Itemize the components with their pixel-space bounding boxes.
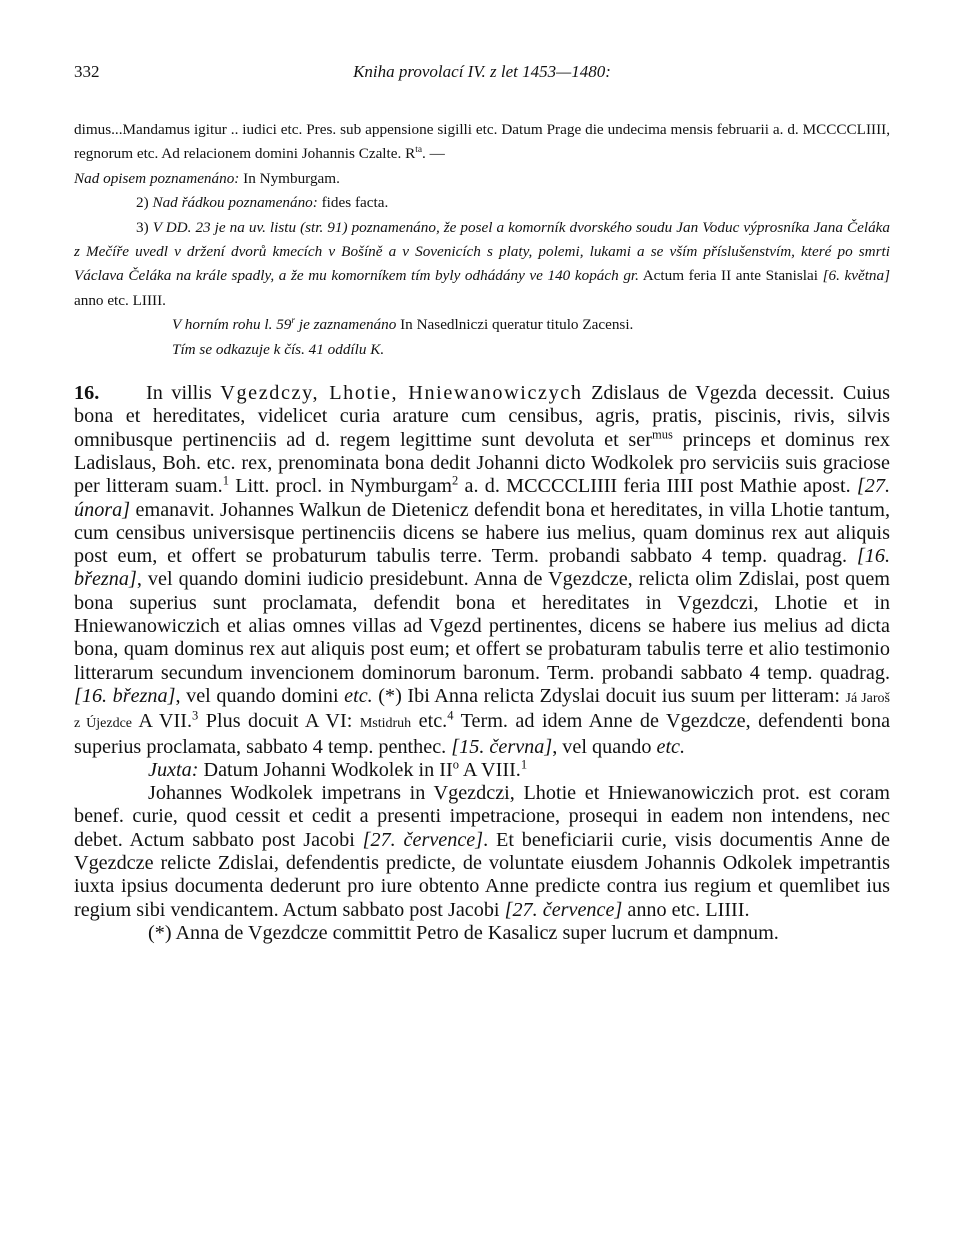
section-number: 16.: [74, 382, 100, 405]
footnotes-block: [74, 118, 890, 362]
section-paragraph-3: (*) Anna de Vgezdcze committit Petro de Kasalicz super lucrum et dampnum.: [148, 921, 779, 944]
marginal-note-a: V horním rohu l. 59$^r$ je zaznamenáno In Nasedlniczi queratur titulo Zacensi.: [172, 316, 634, 334]
note-2: 2) Nad řádkou poznamenáno: fides facta.: [136, 194, 389, 212]
note-3: 3) V DD. 23 je na uv. listu (str. 91) poznamenáno, že posel a komorník dvorského soudu Jan Voduc výprosníka Jana Čeláka z Mečíře uvedl v držení dvorů kmecích v Bošíně a v Sovenicích s platy, polemi, lukami a se vším příslušenstvím, které po smrti Václava Čeláka na krále spadly, a že mu komorníkem tím byly odhádány ve 140 kopách gr. Actum feria II ante Stanislai [6. května] anno etc. LIIII.: [74, 218, 891, 309]
note-dimus: dimus...Mandamus igitur .. iudici etc. Pres. sub appensione sigilli etc. Datum Prage die undecima mensis februarii a. d. MCCCCLIIII, regnorum etc. Ad relacionem domini Johannis Czalte. $R^{ta}$. — Nad opisem poznamenáno: In Nymburgam.: [74, 121, 890, 187]
section-paragraph-1: 16. In villis Vgezdczy, Lhotie, Hniewanowiczych Zdislaus de Vgezda decessit. Cuius bona et hereditates, videlicet curia arature cum censibus, agris, pratis, piscinis, rivis, silvis omnibusque pertinenciis ad d. regem legittime sunt devoluta et ser$^{mus}$ princeps et dominus rex Ladislaus, Boh. etc. rex, prenominata bona dedit Johanni dicto Wodkolek pro serviciis suis graciose per litteram suam.$^1$ Litt. procl. in Nymburgam$^2$ a. d. MCCCCLIIII feria IIII post Mathie apost. [27. února] emanavit. Johannes Walkun de Dietenicz defendit bona et hereditates, in villa Lhotie tantum, cum censibus universisque pertinenciis dicens se habere ius melius, quam dominus rex aut aliquis post eum, et offert se probaturum tabulis terre. Term. probandi sabbato 4 temp. quadrag. [16. března], vel quando domini iudicio presidebunt. Anna de Vgezdcze, relicta olim Zdislai, post quem bona superius sunt proclamata, defendit bona et hereditates in Vgezdczi, Lhotie et in Hniewanowiczich et alias omnes villas ad Vgezd pertinentes, dicens se habere ius melius ad dicta bona, quam dominus rex aut aliquis post eum; et offert se probaturam tabulis terre et alio testimonio litterarum secundum invencionem dominorum baronum. Term. probandi sabbato 4 temp. quadrag. [16. března], vel quando domini etc. (*) Ibi Anna relicta Zdyslai docuit ius suum per litteram: Já Jaroš z Újezdce A VII.$^3$ Plus docuit A VI: Mstidruh etc.$^4$ Term. ad idem Anne de Vgezdcze, defendenti bona superius proclamata, sabbato 4 temp. penthec. [15. června], vel quando etc.: [74, 382, 891, 758]
running-title: Kniha provolací IV. z let 1453—1480:: [353, 62, 611, 81]
section-16: [74, 382, 890, 945]
juxta-line: Juxta: Datum Johanni Wodkolek in $II^o$ A VIII.$^1$: [148, 757, 528, 781]
page-header: [74, 62, 890, 96]
page-number: 332: [74, 62, 100, 81]
marginal-note-b: Tím se odkazuje k čís. 41 oddílu K.: [172, 340, 385, 358]
section-paragraph-2: Johannes Wodkolek impetrans in Vgezdczi, Lhotie et Hniewanowiczich prot. est coram benef. curie, quod cessit et cedit a presenti impetracione, prosequi in eadem non intendens, nec debet. Actum sabbato post Jacobi [27. července]. Et beneficiarii curie, visis documentis Anne de Vgezdcze relicte Zdislai, defendentis predicte, de voluntate eiusdem Johannis Odkolek impetrantis iuxta ipsius documenta dederunt pro iure obtento Anne predicte contra ius regium et quemlibet ius regium sibi vendicantem. Actum sabbato post Jacobi [27. července] anno etc. LIIII.: [74, 782, 890, 921]
page: [74, 62, 890, 945]
